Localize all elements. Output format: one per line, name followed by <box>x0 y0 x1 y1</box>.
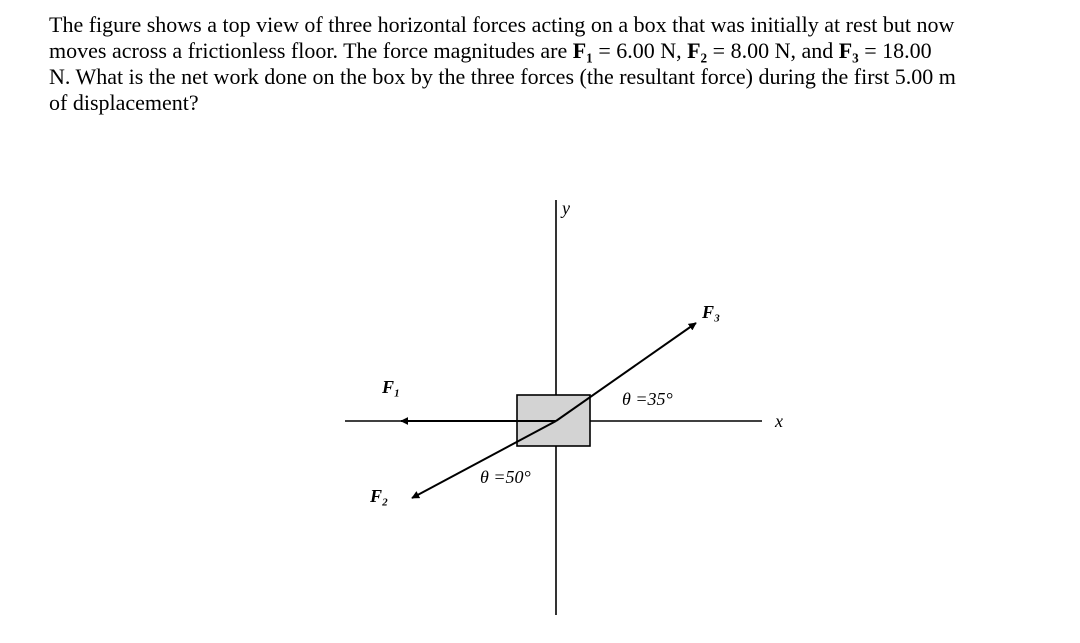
f2-label: F₂ <box>370 486 389 506</box>
problem-line-2-part-c: = 8.00 N, and <box>707 38 839 63</box>
y-axis-label: y <box>562 198 570 218</box>
x-axis-label: x <box>775 411 783 431</box>
angle-f3-label: θ =35° <box>622 389 673 409</box>
force-label-f1: F₁ <box>572 38 593 63</box>
problem-line-2-part-a: moves across a frictionless floor. The force magnitudes are <box>49 38 573 63</box>
force-label-f2: F₂ <box>687 38 708 63</box>
problem-line-2-part-b: = 6.00 N, <box>592 38 688 63</box>
f1-label: F₁ <box>382 377 401 397</box>
problem-line-1: The figure shows a top view of three horizontal forces acting on a box that was initially at rest but now <box>49 12 955 37</box>
force-label-f3: F₃ <box>838 38 859 63</box>
f3-label: F₃ <box>702 302 721 322</box>
problem-line-3: N. What is the net work done on the box by the three forces (the resultant force) during the first 5.00 m <box>49 64 956 89</box>
angle-f2-label: θ =50° <box>480 467 531 487</box>
problem-line-2-part-d: = 18.00 <box>858 38 932 63</box>
problem-line-4: of displacement? <box>49 90 199 115</box>
